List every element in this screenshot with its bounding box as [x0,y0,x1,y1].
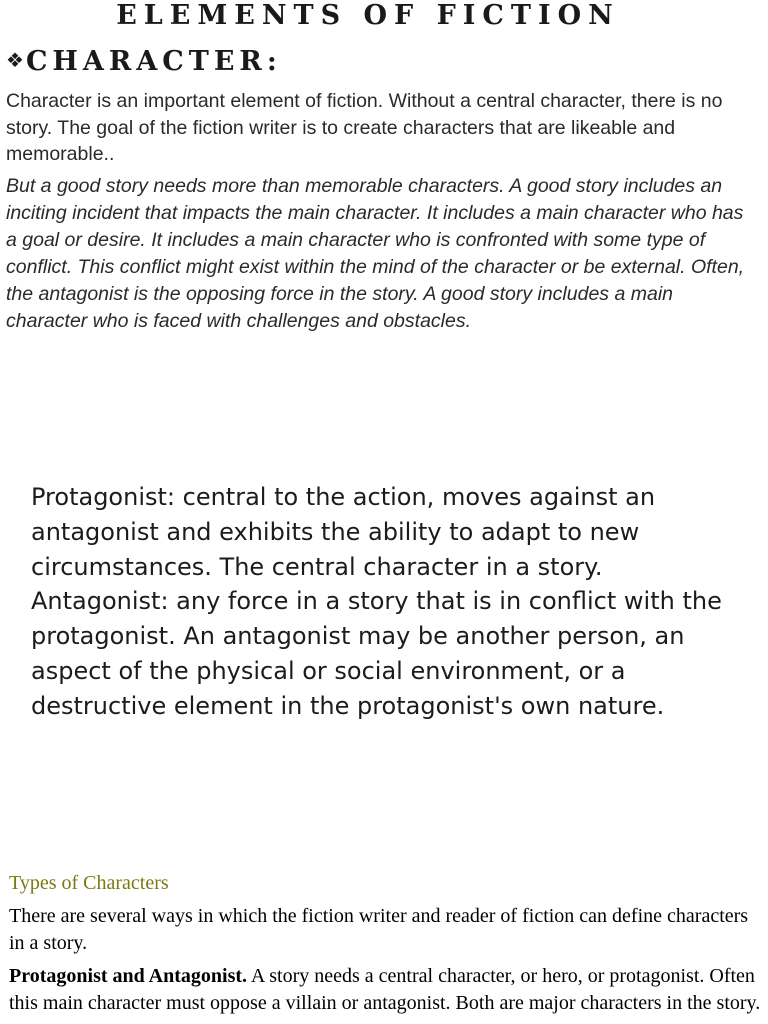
types-intro-paragraph: There are several ways in which the fiction writer and reader of fiction can define characters in a story. [9,905,749,954]
section-heading-text: CHARACTER: [25,46,282,77]
definitions-block [31,480,731,724]
document-title: ELEMENTS OF FICTION [116,0,620,31]
antagonist-definition: Antagonist: any force in a story that is in conflict with the protagonist. An antagonist may be another person, an aspect of the physical or social environment, or a destructive element in the protagonist's own nature. [31,587,722,720]
intro-paragraph: Character is an important element of fiction. Without a central character, there is no story. The goal of the fiction writer is to create characters that are likeable and memorable.. [6,90,723,165]
italic-paragraph: But a good story needs more than memorable characters. A good story includes an inciting incident that impacts the main character. It includes a main character who has a goal or desire. It includes a main character who is confronted with some type of conflict. This conflict might exist within the mind of the character or be external. Often, the antagonist is the opposing force in the story. A good story includes a main character who is faced with challenges and obstacles. [6,175,745,332]
protagonist-definition: Protagonist: central to the action, moves against an antagonist and exhibits the ability to adapt to new circumstances. The central character in a story. [31,483,656,581]
protagonist-antagonist-title: Protagonist and Antagonist. [9,965,248,987]
protagonist-antagonist-paragraph [9,963,761,1017]
protagonist-antagonist-text: A story needs a central character, or hero, or protagonist. Often this main character must oppose a villain or antagonist. Both are major characters in the story. [9,965,761,1014]
types-of-characters-heading: Types of Characters [9,872,169,894]
types-of-characters-body [9,903,761,1017]
section-heading [6,42,282,80]
diamond-bullet-icon: ❖ [6,48,24,72]
